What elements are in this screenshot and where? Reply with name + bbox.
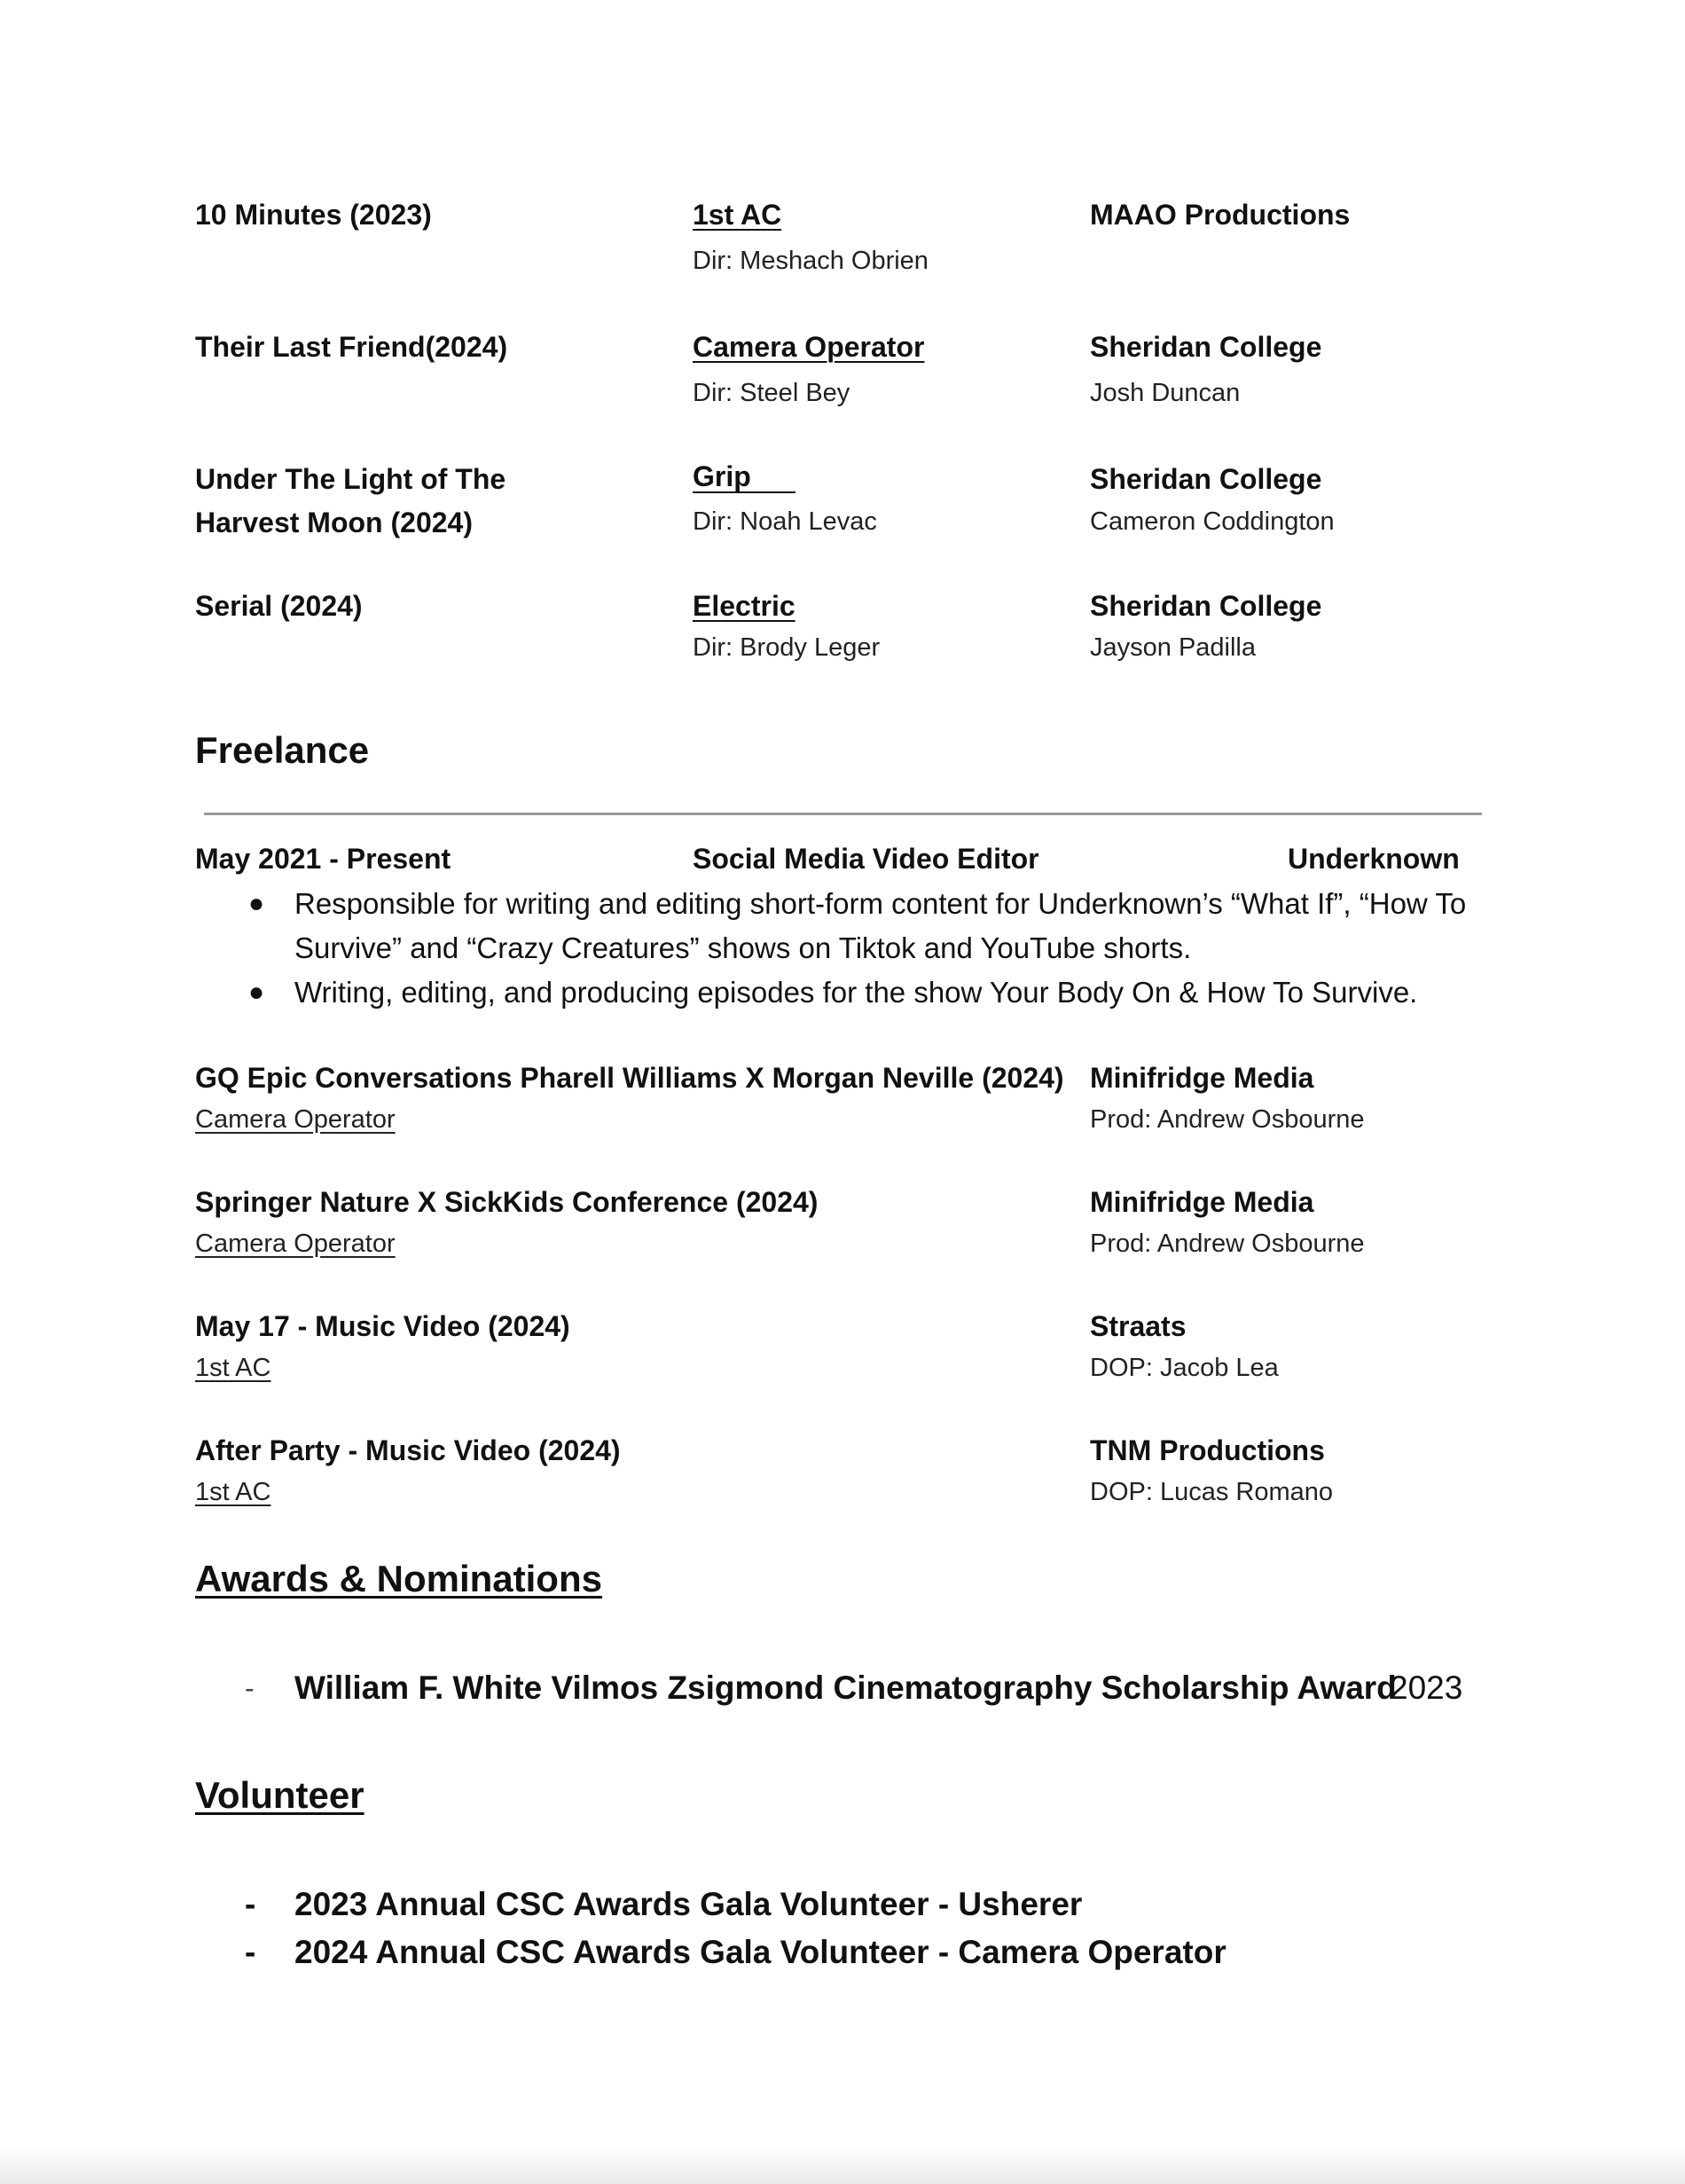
production-director: Dir: Brody Leger — [693, 633, 881, 662]
production-contact: Josh Duncan — [1090, 379, 1241, 407]
production-contact: Cameron Coddington — [1090, 507, 1335, 536]
volunteer-dash: - — [245, 1886, 256, 1922]
production-title-line1: Under The Light of The — [195, 463, 506, 495]
production-company: Sheridan College — [1090, 463, 1322, 495]
page-bottom-shadow — [0, 2147, 1685, 2184]
production-company: Sheridan College — [1090, 590, 1322, 622]
production-contact: Jayson Padilla — [1090, 633, 1256, 662]
job-company: Minifridge Media — [1090, 1062, 1314, 1094]
job-title: May 17 - Music Video (2024) — [195, 1310, 570, 1342]
job-title: After Party - Music Video (2024) — [195, 1434, 621, 1466]
list-item — [248, 882, 1472, 970]
award-dash: - — [245, 1672, 255, 1704]
section-heading-awards: Awards & Nominations — [195, 1558, 602, 1599]
bullet-icon: ● — [248, 889, 265, 918]
job-title: Springer Nature X SickKids Conference (2024) — [195, 1186, 819, 1218]
volunteer-item: 2024 Annual CSC Awards Gala Volunteer - Camera Operator — [294, 1934, 1227, 1970]
award-name: William F. White Vilmos Zsigmond Cinematography Scholarship Award — [294, 1669, 1397, 1706]
job-company: TNM Productions — [1090, 1434, 1325, 1466]
volunteer-item: 2023 Annual CSC Awards Gala Volunteer - Usherer — [294, 1886, 1083, 1922]
job-contact: Prod: Andrew Osbourne — [1090, 1229, 1365, 1258]
job-responsibilities-list — [248, 882, 1472, 1015]
production-title: Their Last Friend(2024) — [195, 331, 508, 363]
production-director: Dir: Noah Levac — [693, 507, 877, 536]
job-company: Underknown — [1288, 843, 1460, 875]
job-role: Social Media Video Editor — [693, 843, 1039, 875]
production-title: Serial (2024) — [195, 590, 363, 622]
job-role: 1st AC — [195, 1354, 271, 1382]
list-item — [248, 970, 1472, 1015]
section-heading-freelance: Freelance — [195, 729, 370, 771]
list-item-text: Writing, editing, and producing episodes for the show Your Body On & How To Survive. — [294, 976, 1418, 1009]
production-role: Electric — [693, 590, 795, 622]
job-role: Camera Operator — [195, 1229, 396, 1258]
job-contact: DOP: Lucas Romano — [1090, 1478, 1334, 1506]
production-role: Camera Operator — [693, 331, 925, 363]
production-role: 1st AC — [693, 199, 782, 231]
production-director: Dir: Steel Bey — [693, 379, 850, 407]
volunteer-dash: - — [245, 1934, 256, 1970]
production-role-text: Grip — [693, 460, 751, 492]
production-company: MAAO Productions — [1090, 199, 1351, 231]
job-company: Straats — [1090, 1310, 1187, 1342]
job-company: Minifridge Media — [1090, 1186, 1314, 1218]
production-company: Sheridan College — [1090, 331, 1322, 363]
award-year: 2023 — [1390, 1669, 1463, 1706]
job-role: Camera Operator — [195, 1105, 396, 1134]
production-title-line2: Harvest Moon (2024) — [195, 507, 473, 538]
bullet-icon: ● — [248, 978, 265, 1007]
production-role — [693, 461, 795, 493]
job-role: 1st AC — [195, 1478, 271, 1506]
section-divider — [204, 813, 1482, 815]
list-item-text: Responsible for writing and editing short-form content for Underknown’s “What If”, “How To Survive” and “Crazy Creatures” shows on Tiktok and YouTube shorts. — [294, 887, 1467, 964]
job-contact: Prod: Andrew Osbourne — [1090, 1105, 1365, 1134]
production-title: 10 Minutes (2023) — [195, 199, 432, 231]
section-heading-volunteer: Volunteer — [195, 1774, 364, 1816]
job-dates: May 2021 - Present — [195, 843, 451, 875]
job-title: GQ Epic Conversations Pharell Williams X Morgan Neville (2024) — [195, 1062, 1064, 1094]
job-contact: DOP: Jacob Lea — [1090, 1354, 1279, 1382]
production-director: Dir: Meshach Obrien — [693, 247, 929, 275]
